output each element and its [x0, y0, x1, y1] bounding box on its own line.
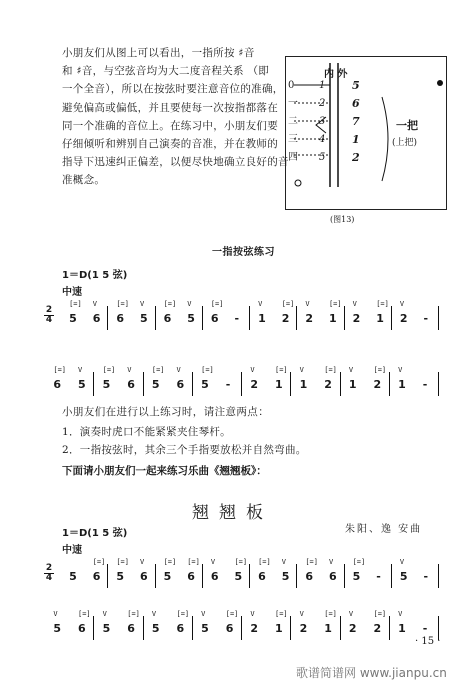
time-signature-top: 2: [45, 305, 53, 315]
barline: [290, 372, 291, 396]
barline: [93, 372, 94, 396]
fingering-diagram: [286, 57, 446, 209]
bowing-mark: [=]: [281, 300, 295, 308]
note: -: [422, 622, 428, 635]
note: -: [234, 312, 240, 325]
outer-note: 1: [352, 133, 360, 146]
barline: [290, 616, 291, 640]
outer-note: 7: [352, 115, 360, 128]
bowing-mark: [=]: [210, 300, 224, 308]
figure-caption: (图13): [330, 215, 355, 224]
note: 5: [399, 570, 408, 583]
bowing-mark: V: [176, 366, 181, 374]
bowing-mark: [=]: [275, 610, 288, 618]
note: 1: [398, 378, 406, 391]
barline: [389, 372, 390, 396]
note: 5: [163, 570, 172, 583]
barline: [155, 306, 156, 330]
bowing-mark: [=]: [163, 300, 177, 308]
note: 2: [373, 622, 382, 635]
time-signature-top: 2: [45, 563, 53, 573]
bowing-mark: V: [53, 610, 58, 618]
position-bracket: [382, 97, 388, 181]
barline: [241, 372, 242, 396]
bowing-mark: [=]: [163, 558, 177, 566]
bowing-mark: V: [139, 558, 145, 566]
note: 5: [102, 378, 111, 391]
note: 1: [348, 378, 357, 391]
outer-note: 5: [352, 79, 360, 92]
finger-number: 0: [288, 80, 295, 91]
inner-note: 1: [319, 80, 326, 91]
note: 2: [324, 378, 332, 391]
bowing-mark: V: [328, 558, 334, 566]
barline: [192, 372, 193, 396]
bowing-mark: [=]: [275, 366, 288, 374]
note: 1: [299, 378, 308, 391]
note: -: [423, 312, 429, 325]
exercise-tempo: 中速: [62, 287, 82, 298]
intro-line: 一个全音），所以在按弦时要注意音位的准确，: [62, 83, 284, 96]
intro-line: 小朋友们从图上可以看出，一指所按 ♯音: [62, 47, 255, 59]
bridge-icon: [295, 180, 301, 186]
inner-note: 3: [319, 116, 326, 127]
bowing-mark: V: [281, 558, 286, 566]
barline: [202, 306, 203, 330]
note: 5: [201, 622, 209, 635]
bowing-mark: V: [92, 300, 97, 308]
intro-paragraph: [62, 44, 289, 190]
bowing-mark: V: [151, 610, 157, 618]
note: 1: [258, 312, 266, 325]
note: 6: [258, 570, 266, 583]
barline: [93, 616, 94, 640]
barline: [143, 372, 144, 396]
note: 6: [127, 622, 135, 635]
bowing-mark: [=]: [305, 558, 318, 566]
peg-icon: [437, 80, 443, 86]
bowing-mark: V: [201, 610, 206, 618]
notes-title: 小朋友们在进行以上练习时，请注意两点：: [62, 406, 270, 418]
note: 5: [69, 312, 77, 325]
bowing-mark: V: [127, 366, 132, 374]
note-item: 1．演奏时虎口不能紧紧夹住琴杆。: [62, 426, 231, 438]
note: 2: [281, 312, 290, 325]
finger-number: 一: [288, 98, 298, 109]
note: 1: [275, 378, 283, 391]
bowing-mark: V: [398, 366, 403, 374]
note: 6: [53, 378, 62, 391]
note: 6: [187, 570, 195, 583]
note: 2: [399, 312, 408, 325]
note: 6: [176, 378, 185, 391]
barline: [391, 564, 392, 588]
exercise-key: 1＝D(1 5 弦): [62, 270, 128, 281]
bowing-mark: [=]: [53, 366, 67, 374]
barline: [438, 306, 439, 330]
barline: [389, 616, 390, 640]
song-intro: 下面请小朋友们一起来练习乐曲《翘翘板》：: [62, 465, 267, 477]
bowing-mark: [=]: [324, 610, 337, 618]
bowing-mark: V: [78, 366, 83, 374]
bowing-mark: V: [139, 300, 145, 308]
note: 2: [250, 378, 259, 391]
bowing-mark: V: [250, 366, 255, 374]
note: 5: [234, 570, 243, 583]
bowing-mark: [=]: [176, 610, 190, 618]
bowing-mark: V: [305, 300, 310, 308]
bowing-mark: V: [187, 300, 192, 308]
bowing-mark: [=]: [127, 610, 140, 618]
barline: [340, 372, 341, 396]
note: 6: [92, 570, 101, 583]
bowing-mark: V: [348, 610, 354, 618]
note: 6: [92, 312, 101, 325]
position-sublabel: (上把): [392, 138, 418, 148]
barline: [344, 306, 345, 330]
inner-note: 2: [319, 98, 326, 109]
note: 6: [305, 570, 313, 583]
bowing-mark: [=]: [201, 366, 214, 374]
finger-number: 三: [288, 134, 298, 145]
note: 2: [352, 312, 361, 325]
song-key: 1＝D(1 5 弦): [62, 528, 128, 539]
note: -: [225, 378, 231, 391]
note: 5: [53, 622, 62, 635]
note: 1: [324, 622, 332, 635]
bowing-mark: [=]: [151, 366, 165, 374]
bowing-mark: [=]: [187, 558, 200, 566]
bowing-mark: V: [299, 366, 304, 374]
time-signature: [44, 306, 54, 325]
bowing-mark: [=]: [116, 300, 129, 308]
note: 2: [250, 622, 259, 635]
note: 5: [201, 378, 209, 391]
note: 5: [78, 378, 86, 391]
note: 5: [151, 378, 160, 391]
note: 1: [328, 312, 337, 325]
string-label: 内 外: [324, 69, 348, 80]
bowing-mark: V: [352, 300, 357, 308]
note: 2: [305, 312, 313, 325]
finger-number-column: [288, 77, 300, 167]
barline: [391, 306, 392, 330]
inner-note: 5: [319, 152, 326, 163]
barline: [249, 306, 250, 330]
note: 2: [348, 622, 357, 635]
barline: [155, 564, 156, 588]
time-signature-bottom: 4: [45, 573, 53, 583]
note: 6: [78, 622, 86, 635]
song-staff-2: [44, 606, 444, 656]
barline: [438, 564, 439, 588]
note: -: [376, 570, 381, 583]
outer-note-column: [352, 77, 360, 167]
outer-note: 2: [352, 151, 360, 164]
song-composer: 朱阳、逸 安曲: [345, 524, 423, 535]
bowing-mark: V: [258, 300, 263, 308]
note: -: [423, 570, 429, 583]
bowing-mark: V: [250, 610, 255, 618]
note: 5: [116, 570, 124, 583]
barline: [340, 616, 341, 640]
barline: [296, 306, 297, 330]
bowing-mark: [=]: [78, 610, 91, 618]
intro-line: 准概念。: [62, 174, 106, 187]
outer-note: 6: [352, 97, 360, 110]
barline: [241, 616, 242, 640]
bowing-mark: [=]: [69, 300, 82, 308]
note: 2: [373, 378, 382, 391]
time-signature: [44, 564, 54, 583]
barline: [202, 564, 203, 588]
bowing-mark: [=]: [328, 300, 342, 308]
bowing-mark: [=]: [116, 558, 129, 566]
bowing-mark: [=]: [373, 366, 387, 374]
bowing-mark: V: [399, 300, 405, 308]
note: 5: [102, 622, 111, 635]
note: 6: [176, 622, 185, 635]
note: 5: [151, 622, 160, 635]
note: -: [422, 378, 428, 391]
barline: [192, 616, 193, 640]
note: 5: [139, 312, 148, 325]
bowing-mark: [=]: [376, 300, 389, 308]
intro-line: 仔细倾听和辨别自己演奏的音准，并在教师的: [62, 138, 278, 151]
barline: [344, 564, 345, 588]
time-signature-bottom: 4: [45, 315, 53, 325]
note: 2: [299, 622, 308, 635]
intro-line: 避免偏高或偏低，并且要使每一次按指都落在: [62, 101, 278, 114]
note: 6: [139, 570, 148, 583]
exercise-staff-1: [44, 296, 444, 346]
barline: [143, 616, 144, 640]
bowing-mark: V: [210, 558, 216, 566]
note: 1: [398, 622, 406, 635]
page-number: · 15 ·: [415, 636, 441, 647]
bowing-mark: [=]: [225, 610, 239, 618]
note: 5: [187, 312, 195, 325]
song-staff-1: [44, 554, 444, 604]
bowing-mark: V: [102, 610, 107, 618]
note: 6: [163, 312, 172, 325]
bowing-mark: [=]: [352, 558, 366, 566]
finger-number: 四: [288, 152, 298, 163]
note: 5: [69, 570, 77, 583]
bowing-mark: V: [299, 610, 304, 618]
note: 5: [281, 570, 290, 583]
bowing-mark: V: [398, 610, 403, 618]
note: 6: [210, 570, 219, 583]
barline: [249, 564, 250, 588]
intro-line: 指导下迅速纠正偏差，以便尽快地确立良好的音: [62, 156, 289, 169]
note: 6: [127, 378, 135, 391]
inner-note: 4: [319, 134, 326, 145]
barline: [296, 564, 297, 588]
song-tempo: 中速: [62, 545, 82, 556]
note: 6: [116, 312, 124, 325]
inner-note-column: [319, 77, 325, 167]
intro-line: 和 ♯音，与空弦音均为大二度音程关系 （即: [62, 65, 270, 78]
note: 6: [328, 570, 337, 583]
note: 1: [376, 312, 384, 325]
bowing-mark: [=]: [102, 366, 116, 374]
barline: [107, 564, 108, 588]
note: 5: [352, 570, 361, 583]
exercise-title: 一指按弦练习: [212, 247, 275, 258]
bowing-mark: V: [399, 558, 405, 566]
bowing-mark: [=]: [324, 366, 337, 374]
note: 6: [225, 622, 234, 635]
position-label: 一把: [396, 119, 418, 132]
bowing-mark: [=]: [258, 558, 271, 566]
watermark: 歌谱简谱网 www.jianpu.cn: [296, 666, 447, 680]
bowing-mark: [=]: [234, 558, 248, 566]
intro-line: 同一个准确的音位上。在练习中，小朋友们要: [62, 119, 278, 132]
bowing-mark: [=]: [373, 610, 387, 618]
finger-number: 二: [288, 116, 298, 127]
fingering-figure: [285, 56, 447, 210]
song-title: 翘翘板: [192, 503, 273, 523]
barline: [107, 306, 108, 330]
note-item: 2．一指按弦时，其余三个手指要放松并自然弯曲。: [62, 444, 307, 456]
note: 6: [210, 312, 219, 325]
barline: [438, 372, 439, 396]
bowing-mark: [=]: [92, 558, 106, 566]
bowing-mark: V: [348, 366, 354, 374]
note: 1: [275, 622, 283, 635]
